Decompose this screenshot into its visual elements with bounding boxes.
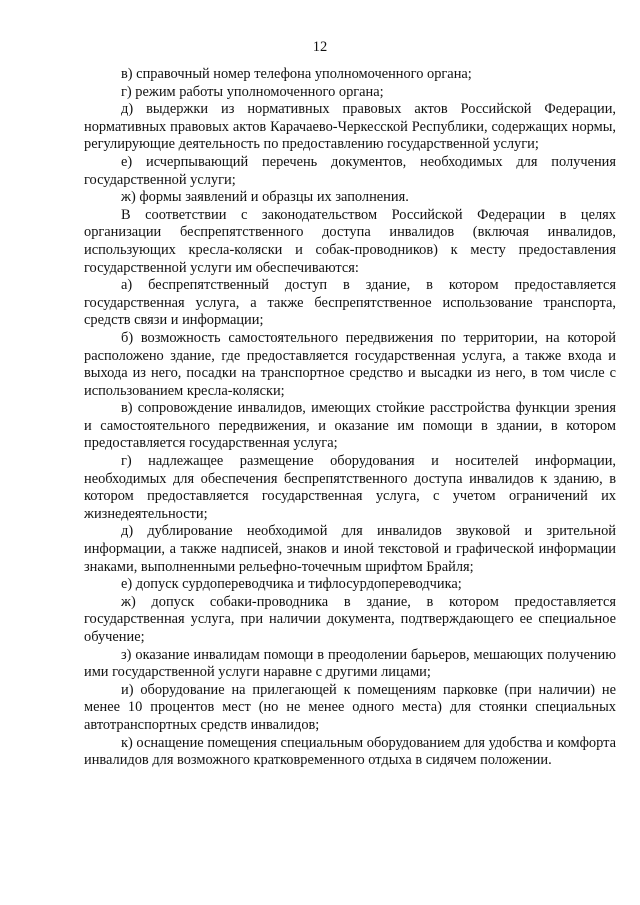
paragraph-zh-forms: ж) формы заявлений и образцы их заполнения. — [121, 189, 409, 206]
paragraph-a-building-access: а) беспрепятственный доступ в здание, в котором предоставляется государственная услуга, а также беспрепятственное использование транспорта, средств связи и информации; — [84, 277, 616, 329]
paragraph-e-documents-list: е) исчерпывающий перечень документов, необходимых для получения государственной услуги; — [84, 153, 616, 188]
paragraph-d-legal-extracts: д) выдержки из нормативных правовых актов Российской Федерации, нормативных правовых актов Карачаево-Черкесской Республики, содержащих нормы, регулирующие деятельность по предоставлению государственной услуги; — [84, 101, 616, 153]
paragraph-g-schedule: г) режим работы уполномоченного органа; — [121, 83, 384, 100]
paragraph-v-escort: в) сопровождение инвалидов, имеющих стойкие расстройства функции зрения и самостоятельного передвижения, и оказание им помощи в здании, в котором предоставляется государственная услуга; — [84, 400, 616, 452]
paragraph-k-rest-equipment: к) оснащение помещения специальным оборудованием для удобства и комфорта инвалидов для возможного кратковременного отдыха в сидячем положении. — [84, 734, 616, 769]
page-number: 12 — [312, 39, 328, 55]
paragraph-e-interpreter: е) допуск сурдопереводчика и тифлосурдопереводчика; — [121, 576, 462, 593]
document-body — [84, 66, 616, 770]
paragraph-accessibility-intro: В соответствии с законодательством Российской Федерации в целях организации беспрепятственного доступа инвалидов (включая инвалидов, использующих кресла-коляски и собак-проводников) к месту предоставления государственной услуги им обеспечиваются: — [84, 206, 616, 276]
paragraph-i-parking: и) оборудование на прилегающей к помещениям парковке (при наличии) не менее 10 процентов мест (но не менее одного места) для стоянки специальных автотранспортных средств инвалидов; — [84, 681, 616, 733]
paragraph-d-duplication: д) дублирование необходимой для инвалидов звуковой и зрительной информации, а также надписей, знаков и иной текстовой и графической информации знаками, выполненными рельефно-точечным шрифтом Брайля; — [84, 523, 616, 575]
paragraph-zh-guide-dog: ж) допуск собаки-проводника в здание, в котором предоставляется государственная услуга, при наличии документа, подтверждающего ее специальное обучение; — [84, 593, 616, 645]
paragraph-b-movement: б) возможность самостоятельного передвижения по территории, на которой расположено здание, где предоставляется государственная услуга, а также входа и выхода из него, посадки на транспортное средство и высадки из него, в том числе с использованием кресла-коляски; — [84, 329, 616, 399]
paragraph-z-barriers: з) оказание инвалидам помощи в преодолении барьеров, мешающих получению ими государственной услуги наравне с другими лицами; — [84, 646, 616, 681]
paragraph-g-equipment: г) надлежащее размещение оборудования и носителей информации, необходимых для обеспечения беспрепятственного доступа инвалидов к зданию, в котором предоставляется государственная услуга, с учетом ограничений их жизнедеятельности; — [84, 453, 616, 522]
paragraph-v-phone: в) справочный номер телефона уполномоченного органа; — [121, 66, 472, 82]
